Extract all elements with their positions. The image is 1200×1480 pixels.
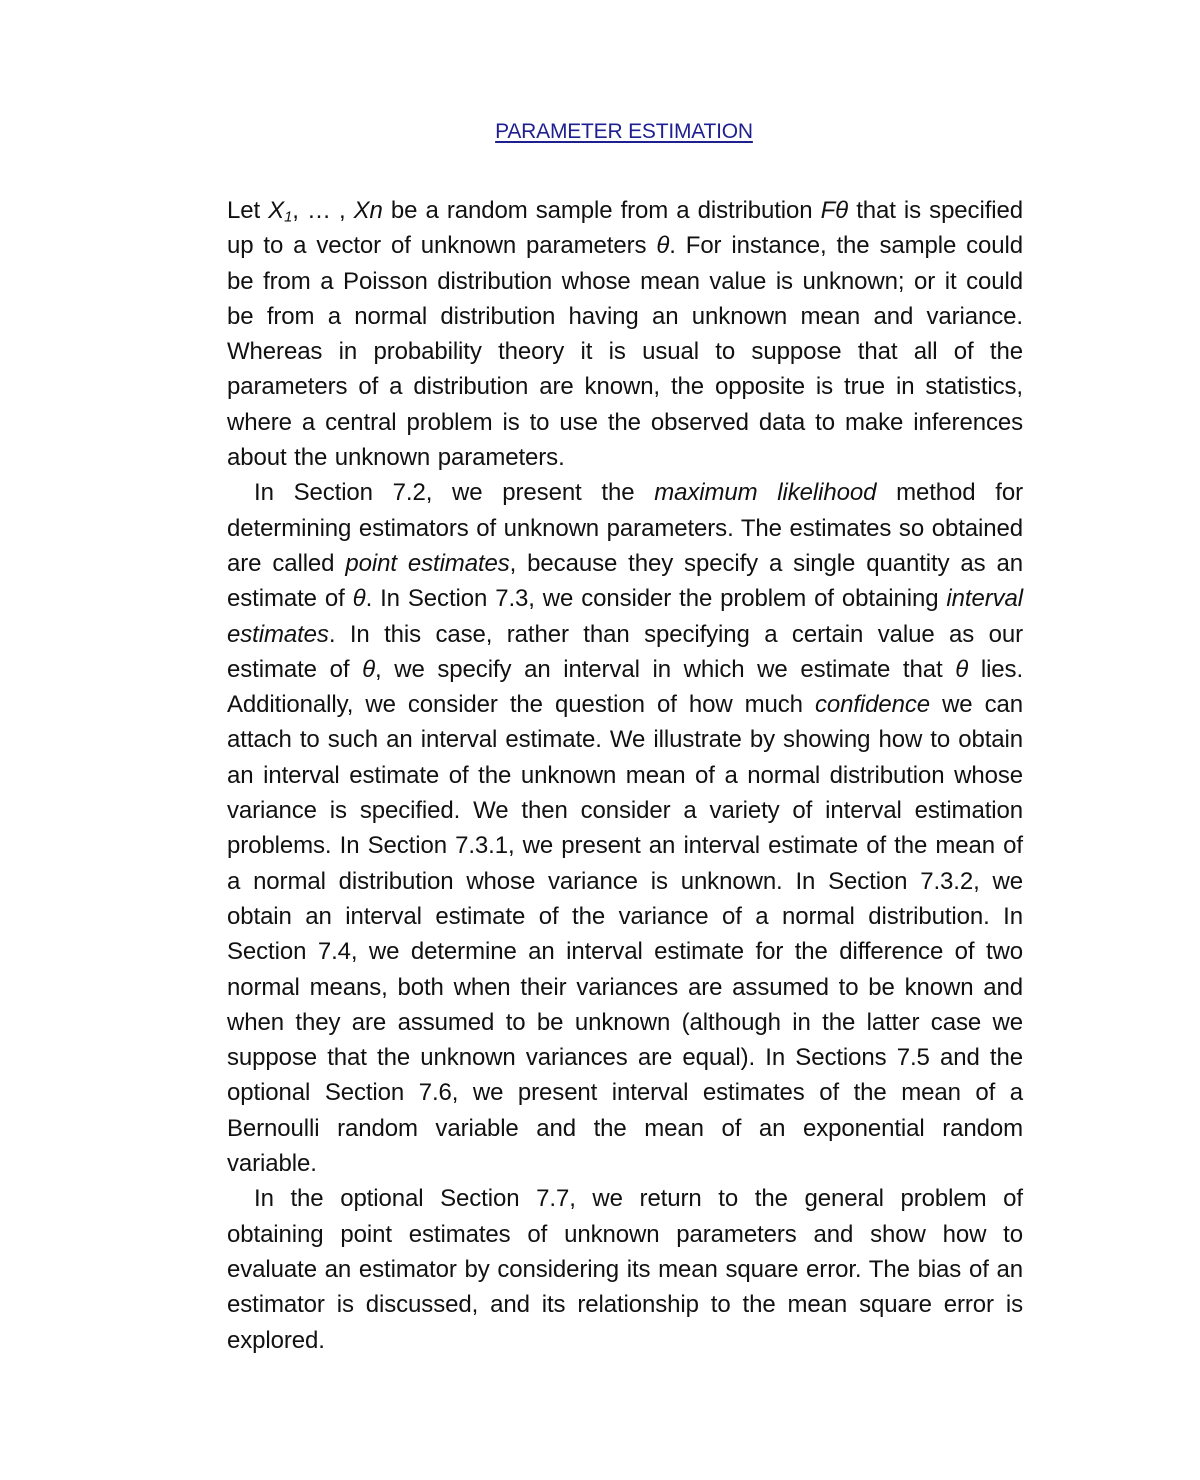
term-maximum-likelihood: maximum likelihood [654, 479, 877, 507]
p2-text-1: In Section 7.2, we present the [254, 479, 655, 507]
p2-text-4: . In Section 7.3, we consider the problem of obtaining [365, 585, 947, 613]
paragraph-2 [227, 475, 1023, 1181]
p1-text-3: be a random sample from a distribution [382, 197, 821, 224]
variable-theta: θ [656, 232, 670, 260]
variable-theta: θ [362, 655, 375, 683]
document-body [227, 193, 1023, 1358]
term-point-estimates: point estimates [345, 549, 510, 577]
p3-text-1: In the optional Section 7.7, we return to the general problem of obtaining point estimates of unknown parameters and show how to evaluate an estimator by considering its mean square error. The bias of an estimator is discussed, and its relationship to the mean square error is explored. [227, 1185, 1023, 1354]
p1-text-1: Let [227, 197, 269, 224]
paragraph-1 [227, 193, 1023, 475]
variable-theta: θ [352, 585, 366, 613]
p2-text-7: lies. Additionally, we consider the question of how much [227, 655, 1024, 719]
paragraph-3 [227, 1181, 1023, 1357]
document-title: PARAMETER ESTIMATION [495, 120, 753, 143]
variable-theta: θ [955, 655, 969, 683]
p1-text-2: , … , [292, 197, 354, 224]
variable-f-theta: Fθ [820, 197, 849, 224]
subscript-1: 1 [284, 209, 293, 226]
variable-xn: Xn [353, 197, 383, 224]
p2-text-3: , because they specify a single quantity as an estimate of [227, 549, 1023, 613]
p2-text-6: , we specify an interval in which we estimate that [375, 655, 956, 683]
p2-text-8: we can attach to such an interval estimate. We illustrate by showing how to obtain an interval estimate of the unknown mean of a normal distribution whose variance is specified. We then consider a variety of interval estimation problems. In Section 7.3.1, we present an interval estimate of the mean of a normal distribution whose variance is unknown. In Section 7.3.2, we obtain an interval estimate of the variance of a normal distribution. In Section 7.4, we determine an interval estimate for the difference of two normal means, both when their variances are assumed to be known and when they are assumed to be unknown (although in the latter case we suppose that the unknown variances are equal). In Sections 7.5 and the optional Section 7.6, we present interval estimates of the mean of a Bernoulli random variable and the mean of an exponential random variable. [227, 691, 1023, 1178]
term-interval-estimates: interval estimates [227, 585, 1023, 648]
p1-text-5: . For instance, the sample could be from a Poisson distribution whose mean value is unknown; or it could be from a normal distribution having an unknown mean and variance. Whereas in probability theory it is usual to suppose that all of the parameters of a distribution are known, the opposite is true in statistics, where a central problem is to use the observed data to make inferences about the unknown parameters. [227, 232, 1024, 472]
p2-text-2: method for determining estimators of unknown parameters. The estimates so obtained are called [227, 479, 1023, 577]
variable-x1: $X_1$ [268, 197, 293, 226]
p1-text-4: that is specified up to a vector of unknown parameters [227, 197, 1023, 260]
p2-text-5: . In this case, rather than specifying a certain value as our estimate of [227, 620, 1023, 683]
term-confidence: confidence [814, 691, 931, 719]
